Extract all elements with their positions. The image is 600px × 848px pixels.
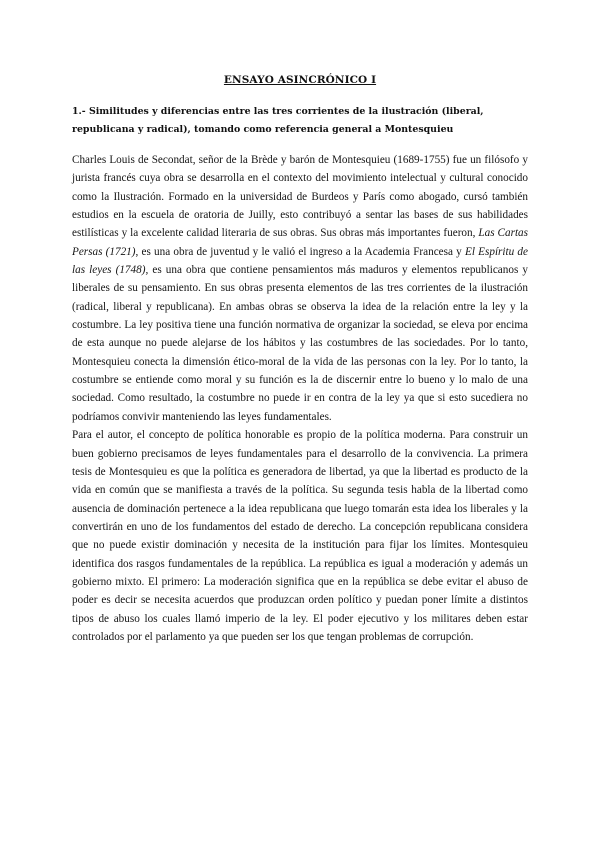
work-title-espiritu-leyes: El Espíritu de las leyes (1748),	[72, 245, 528, 277]
work-title-cartas-persas: Las Cartas Persas (1721)	[72, 227, 529, 258]
paragraph-1-part-1: Charles Louis de Secondat, señor de la Brède y barón de Montesquieu (1689-1755) fue un filósofo y jurista francés cuya obra se desarrolla en el contexto del movimiento intelectual y cultural conocido como la Ilustración. Formado en la universidad de Burdeos y París como abogado, cursó también estudios en la escuela de oratoria de Juilly, esto contribuyó a sentar las bases de sus habilidades estilísticas y la excelente calidad literaria de sus obras. Sus obras más importantes fueron,	[72, 154, 528, 240]
essay-body	[72, 151, 528, 646]
question-heading: 1.- Similitudes y diferencias entre las tres corrientes de la ilustración (liberal, republicana y radical), tomando como referencia general a Montesquieu	[72, 106, 484, 135]
paragraph-1-part-2: , es una obra de juventud y le valió el ingreso a la Academia Francesa y	[135, 245, 465, 258]
document-title: ENSAYO ASINCRÓNICO I	[223, 74, 377, 86]
paragraph-1-part-3: es una obra que contiene pensamientos más maduros y elementos republicanos y liberales de su pensamiento. En sus obras presenta elementos de las tres corrientes de la ilustración (radical, liberal y republicana). En ambas obras se observa la idea de la relación entre la ley y la costumbre. La ley positiva tiene una función normativa de organizar la sociedad, se eleva por encima de esta aunque no puede alejarse de los hábitos y las costumbres de las sociedades. Por lo tanto, Montesquieu conecta la dimensión ético-moral de la vida de las personas con la ley. Por lo tanto, la costumbre se entiende como moral y su función es la de discernir entre lo bueno y lo malo de una sociedad. Como resultado, la costumbre no puede ir en contra de la ley ya que si esto sucediera no podríamos convivir manteniendo las leyes fundamentales.	[72, 264, 528, 423]
paragraph-1	[72, 151, 528, 426]
paragraph-2: Para el autor, el concepto de política honorable es propio de la política moderna. Para construir un buen gobierno precisamos de leyes fundamentales para el desarrollo de la convivencia. La primera tesis de Montesquieu es que la política es generadora de libertad, ya que la libertad es producto de la vida en común que se manifiesta a través de la política. Su segunda tesis habla de la libertad como ausencia de dominación pertenece a la idea republicana que luego tomarán esta idea los liberales y la convertirán en uno de los fundamentos del estado de derecho. La concepción republicana considera que no puede existir dominación y necesita de la institución para fijar los límites. Montesquieu identifica dos rasgos fundamentales de la república. La república es igual a moderación y además un gobierno mixto. El primero: La moderación significa que en la república se debe evitar el abuso de poder es decir se necesita acuerdos que produzcan orden político y puedan poner límite a distintos tipos de abuso los cuales llamó imperio de la ley. El poder ejecutivo y los militares deben estar controlados por el parlamento ya que pueden ser los que tengan problemas de corrupción.	[72, 429, 528, 643]
